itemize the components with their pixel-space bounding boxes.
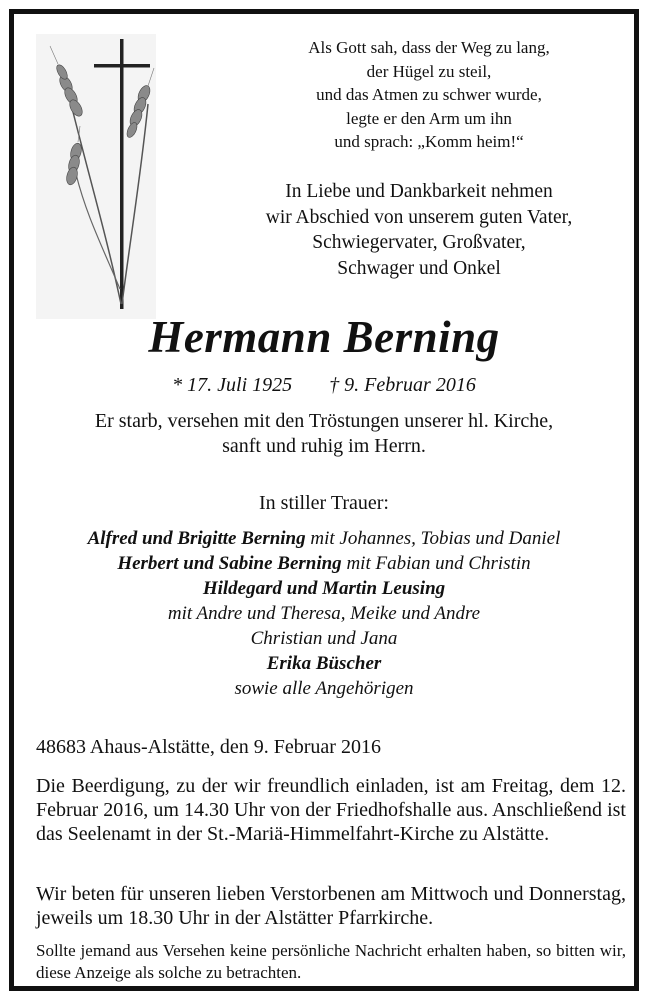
mourner-line: Christian und Jana [250, 628, 398, 649]
deceased-name: Hermann Berning [148, 312, 500, 362]
mourner-names: Alfred und Brigitte Berning [87, 528, 306, 549]
mourner-names: Herbert und Sabine Berning [117, 553, 342, 574]
death-date: † 9. Februar 2016 [329, 374, 476, 396]
mourner-line [14, 651, 634, 676]
notice-disclaimer: Sollte jemand aus Versehen keine persönliche Nachricht erhalten haben, so bitten wir, diese Anzeige als solche zu betrachten. [36, 941, 626, 982]
poem [229, 36, 629, 154]
poem-line: der Hügel zu steil, [366, 61, 492, 81]
mourner-line: mit Andre und Theresa, Meike und Andre [167, 603, 481, 624]
obituary-notice [9, 9, 639, 991]
mourner-names: Hildegard und Martin Leusing [202, 578, 446, 599]
cross-with-wheat-icon [36, 34, 156, 319]
poem-line: und sprach: „Komm heim!“ [334, 132, 524, 151]
intro-line: Schwager und Onkel [337, 257, 501, 279]
death-statement-line: Er starb, versehen mit den Tröstungen unserer hl. Kirche, [94, 410, 554, 432]
mourning-label: In stiller Trauer: [259, 492, 389, 514]
mourner-line [14, 526, 634, 551]
poem-line: und das Atmen zu schwer wurde, [316, 85, 542, 104]
mourner-line [14, 576, 634, 601]
poem-line: legte er den Arm um ihn [346, 108, 512, 128]
mourners-list [14, 526, 634, 701]
mourner-names: Erika Büscher [266, 653, 382, 674]
prayer-info: Wir beten für unseren lieben Verstorbenen am Mittwoch und Donnerstag, jeweils um 18.30 Uhr in der Alstätter Pfarrkirche. [36, 883, 626, 929]
place-and-date: 48683 Ahaus-Alstätte, den 9. Februar 2016 [36, 736, 381, 758]
mourner-line [14, 551, 634, 576]
life-dates [14, 374, 634, 397]
intro-line: wir Abschied von unserem guten Vater, [265, 206, 573, 228]
death-statement-line: sanft und ruhig im Herrn. [222, 435, 426, 457]
mourner-children: mit Johannes, Tobias und Daniel [305, 528, 561, 549]
intro-line: In Liebe und Dankbarkeit nehmen [285, 181, 553, 202]
mourner-line: sowie alle Angehörigen [234, 678, 414, 699]
funeral-info: Die Beerdigung, zu der wir freundlich einladen, ist am Freitag, dem 12. Februar 2016, um 14.30 Uhr von der Friedhofshalle aus. Anschließend ist das Seelenamt in der St.-Mariä-Himmelfahrt-Kirche zu Alstätte. [36, 775, 626, 845]
poem-line: Als Gott sah, dass der Weg zu lang, [308, 38, 550, 57]
mourner-children: mit Fabian und Christin [341, 553, 531, 574]
intro-line: Schwiegervater, Großvater, [312, 232, 526, 253]
death-statement [14, 409, 634, 459]
birth-date: * 17. Juli 1925 [172, 374, 293, 396]
intro-text [204, 179, 634, 281]
